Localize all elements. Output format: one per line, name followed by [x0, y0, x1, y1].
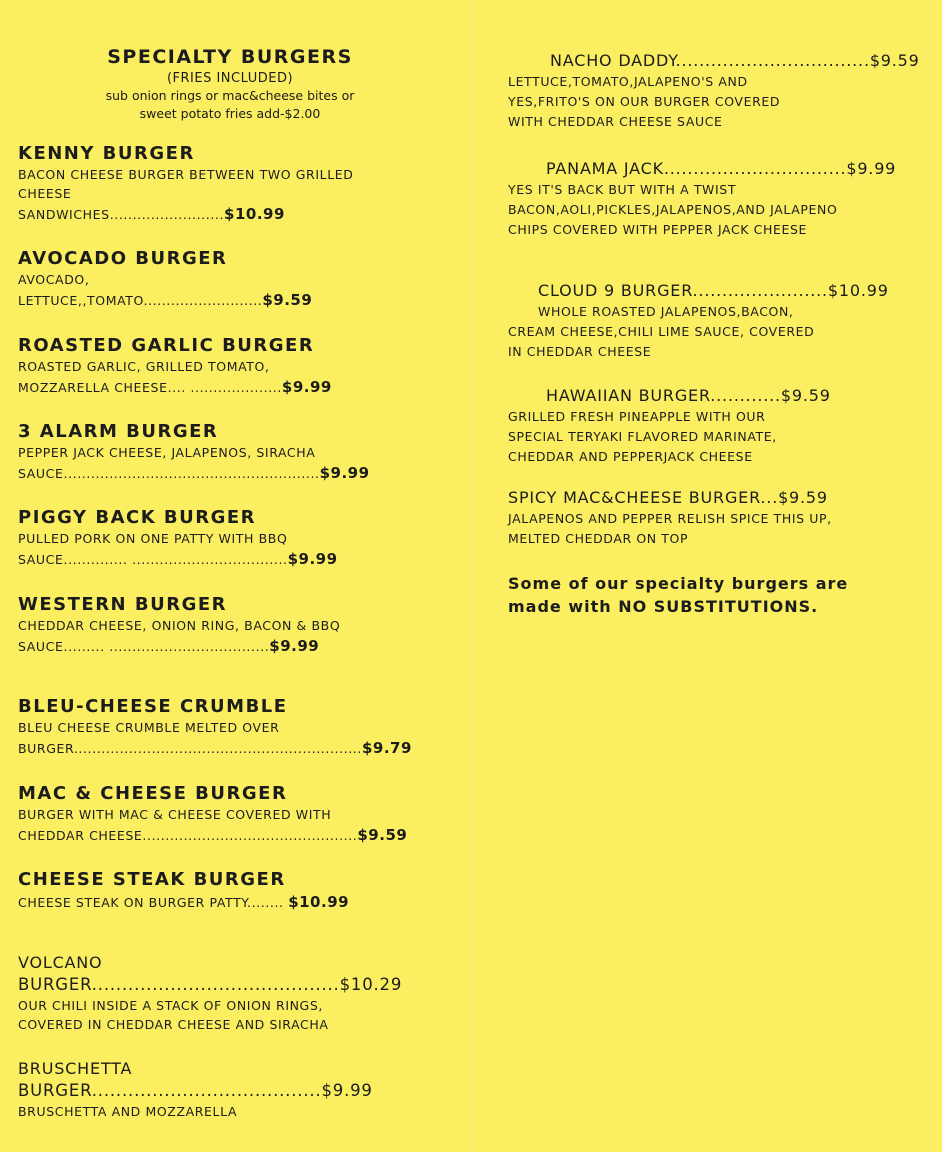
item-description: PULLED PORK ON ONE PATTY WITH BBQ [18, 531, 288, 546]
item-name: 3 ALARM BURGER [18, 421, 219, 442]
menu-item-bleu-cheese-crumble [18, 696, 412, 760]
item-description: CHEESE [18, 186, 72, 201]
item-price-line [18, 891, 349, 914]
item-price: $9.59 [357, 826, 408, 844]
item-name: WESTERN BURGER [18, 594, 228, 615]
item-price: $9.99 [281, 378, 332, 396]
item-price: $9.99 [321, 1081, 373, 1100]
item-description: LETTUCE,TOMATO,JALAPENO'S AND [508, 74, 748, 89]
price-leader: LETTUCE,,TOMATO.......................... [18, 293, 263, 308]
price-leader: CHEESE STEAK ON BURGER PATTY........ [18, 895, 284, 910]
item-description: IN CHEDDAR CHEESE [508, 344, 652, 359]
item-description: BLEU CHEESE CRUMBLE MELTED OVER [18, 720, 280, 735]
item-description: MELTED CHEDDAR ON TOP [508, 531, 689, 546]
item-price-line [18, 548, 338, 571]
item-name: BLEU-CHEESE CRUMBLE [18, 696, 288, 717]
item-price-line [18, 737, 412, 760]
policy-line2: made with NO SUBSTITUTIONS. [508, 597, 819, 616]
item-name-price: HAWAIIAN BURGER............$9.59 [546, 386, 831, 405]
price-leader: BURGER......................................... [18, 975, 340, 994]
menu-item-bruschetta-burger [18, 1058, 373, 1121]
menu-item-hawaiian-burger [508, 385, 928, 467]
item-price: $9.79 [361, 739, 412, 757]
item-name: BRUSCHETTA [18, 1059, 133, 1078]
item-description: AVOCADO, [18, 272, 90, 287]
item-description: CHIPS COVERED WITH PEPPER JACK CHEESE [508, 222, 808, 237]
item-price-line [18, 289, 312, 312]
menu-item-3-alarm-burger [18, 421, 370, 485]
price-leader: BURGER...................................... [18, 1081, 322, 1100]
menu-title: SPECIALTY BURGERS [107, 46, 353, 68]
substitution-policy-note [508, 572, 848, 618]
menu-item-volcano-burger [18, 952, 402, 1034]
page-fold [471, 0, 473, 1152]
menu-item-kenny-burger [18, 143, 354, 226]
menu-item-avocado-burger [18, 248, 312, 312]
menu-item-roasted-garlic-burger [18, 335, 332, 399]
item-description: WITH CHEDDAR CHEESE SAUCE [508, 114, 723, 129]
item-name-price: CLOUD 9 BURGER.......................$10.99 [538, 281, 889, 300]
item-price-line [18, 974, 402, 996]
item-price-line [18, 635, 340, 658]
item-name: PIGGY BACK BURGER [18, 507, 257, 528]
item-name: VOLCANO [18, 953, 103, 972]
item-description: ROASTED GARLIC, GRILLED TOMATO, [18, 359, 270, 374]
item-description: BACON,AOLI,PICKLES,JALAPENOS,AND JALAPENO [508, 202, 838, 217]
price-leader: MOZZARELLA CHEESE.... .................... [18, 380, 282, 395]
item-name: CHEESE STEAK BURGER [18, 869, 286, 890]
item-price-line [18, 824, 407, 847]
item-price-line [18, 376, 332, 399]
menu-item-panama-jack [508, 158, 928, 240]
item-price: $9.99 [287, 550, 338, 568]
price-leader: BURGER............................................................... [18, 741, 362, 756]
price-leader: SAUCE........................................................ [18, 466, 320, 481]
menu-header [20, 46, 440, 122]
item-name: AVOCADO BURGER [18, 248, 228, 269]
item-description: PEPPER JACK CHEESE, JALAPENOS, SIRACHA [18, 445, 316, 460]
item-price: $9.99 [269, 637, 320, 655]
price-leader: SAUCE......... ................................... [18, 639, 270, 654]
item-price: $10.99 [288, 893, 350, 911]
price-leader: SANDWICHES......................... [18, 207, 225, 222]
item-description: COVERED IN CHEDDAR CHEESE AND SIRACHA [18, 1017, 329, 1032]
price-leader: CHEDDAR CHEESE............................................... [18, 828, 358, 843]
item-description: BRUSCHETTA AND MOZZARELLA [18, 1104, 238, 1119]
item-description: BURGER WITH MAC & CHEESE COVERED WITH [18, 807, 332, 822]
menu-item-mac-cheese-burger [18, 783, 407, 847]
item-price: $10.29 [339, 975, 403, 994]
item-price: $9.99 [319, 464, 370, 482]
menu-item-cheese-steak-burger [18, 869, 349, 914]
item-price-line [18, 1080, 373, 1102]
menu-subtitle: (FRIES INCLUDED) [166, 71, 294, 86]
substitution-note-line1: sub onion rings or mac&cheese bites or [105, 88, 355, 103]
item-price-line [18, 203, 354, 226]
item-name: MAC & CHEESE BURGER [18, 783, 288, 804]
item-description: WHOLE ROASTED JALAPENOS,BACON, [538, 304, 794, 319]
item-name: KENNY BURGER [18, 143, 195, 164]
price-leader: SAUCE.............. .................................. [18, 552, 288, 567]
item-price-line [18, 462, 370, 485]
item-name-price: PANAMA JACK...............................$9.99 [546, 159, 897, 178]
item-description: YES,FRITO'S ON OUR BURGER COVERED [508, 94, 781, 109]
menu-item-western-burger [18, 594, 340, 658]
item-description: CREAM CHEESE,CHILI LIME SAUCE, COVERED [508, 324, 815, 339]
item-description: JALAPENOS AND PEPPER RELISH SPICE THIS UP, [508, 511, 832, 526]
item-name: ROASTED GARLIC BURGER [18, 335, 315, 356]
item-name-price: NACHO DADDY.................................$9.59 [550, 51, 920, 70]
item-description: CHEDDAR CHEESE, ONION RING, BACON & BBQ [18, 618, 341, 633]
substitution-note-line2: sweet potato fries add-$2.00 [139, 106, 321, 121]
menu-item-spicy-mac-cheese-burger [508, 487, 928, 549]
item-description: YES IT'S BACK BUT WITH A TWIST [508, 182, 737, 197]
item-description: OUR CHILI INSIDE A STACK OF ONION RINGS, [18, 998, 323, 1013]
item-description: BACON CHEESE BURGER BETWEEN TWO GRILLED [18, 167, 354, 182]
item-description: CHEDDAR AND PEPPERJACK CHEESE [508, 449, 753, 464]
policy-line1: Some of our specialty burgers are [508, 574, 849, 593]
item-price: $10.99 [224, 205, 285, 223]
item-price: $9.59 [262, 291, 313, 309]
menu-item-nacho-daddy [508, 50, 928, 132]
item-name-price: SPICY MAC&CHEESE BURGER...$9.59 [508, 488, 828, 507]
menu-item-piggy-back-burger [18, 507, 338, 571]
item-description: GRILLED FRESH PINEAPPLE WITH OUR [508, 409, 766, 424]
item-description: SPECIAL TERYAKI FLAVORED MARINATE, [508, 429, 777, 444]
menu-item-cloud-9-burger [508, 280, 928, 362]
